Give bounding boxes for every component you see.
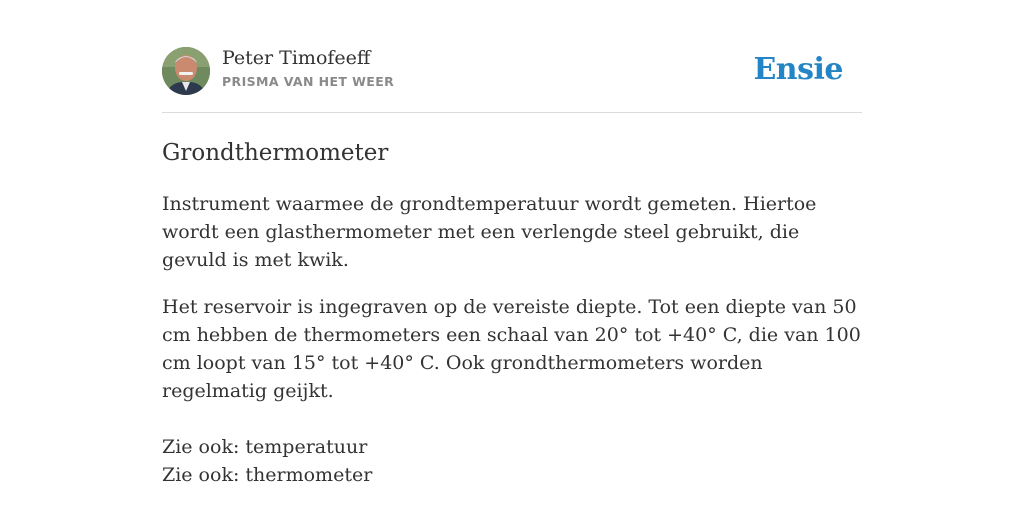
definition-card — [162, 46, 862, 489]
author-name[interactable]: Peter Timofeeff — [222, 47, 371, 69]
see-also-prefix: Zie ook: — [162, 464, 246, 486]
author-avatar[interactable] — [162, 47, 210, 95]
see-also-item — [162, 433, 862, 461]
ensie-logo[interactable]: Ensie — [753, 52, 843, 87]
article-paragraph: Het reservoir is ingegraven op de vereiste diepte. Tot een diepte van 50 cm hebben de thermometers een schaal van 20° tot +40° C, die van 100 cm loopt van 15° tot +40° C. Ook grondthermometers worden regelmatig geijkt. — [162, 296, 861, 402]
article-paragraph: Instrument waarmee de grondtemperatuur wordt gemeten. Hiertoe wordt een glasthermometer met een verlengde steel gebruikt, die gevuld is met kwik. — [162, 193, 817, 271]
see-also-prefix: Zie ook: — [162, 436, 246, 458]
card-header — [162, 46, 862, 113]
author-source[interactable]: PRISMA VAN HET WEER — [222, 74, 395, 89]
see-also-link-temperatuur[interactable]: temperatuur — [245, 436, 368, 458]
see-also-link-thermometer[interactable]: thermometer — [245, 464, 373, 486]
see-also-item — [162, 461, 862, 489]
author-photo-icon — [162, 47, 210, 95]
article-title: Grondthermometer — [162, 140, 389, 166]
see-also-list — [162, 433, 862, 489]
